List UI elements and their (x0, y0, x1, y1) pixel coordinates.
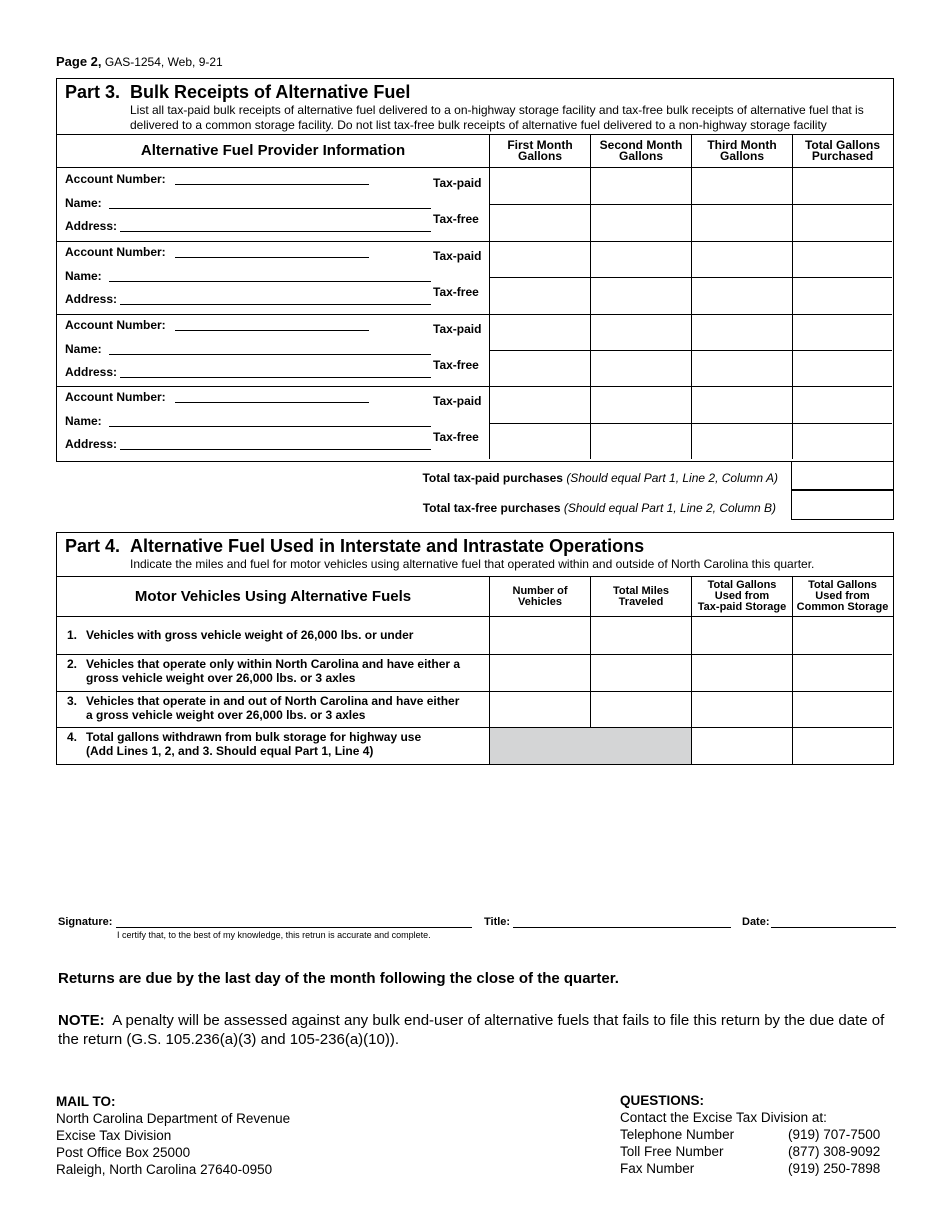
block-divider (57, 386, 892, 387)
name-label: Name: (65, 196, 102, 210)
part3-section (56, 78, 894, 462)
name-field[interactable] (109, 208, 431, 209)
due-notice: Returns are due by the last day of the month following the close of the quarter. (58, 970, 619, 987)
tax-paid-label: Tax-paid (433, 176, 482, 190)
gallons-cell[interactable] (794, 243, 891, 276)
gallons-cell[interactable] (693, 316, 791, 349)
address-label: Address: (65, 437, 118, 452)
account-number-field[interactable] (175, 184, 369, 185)
col-first-month (489, 135, 590, 167)
row-divider (57, 727, 892, 728)
title-label: Title: (484, 916, 511, 928)
mail-line: Raleigh, North Carolina 27640-0950 (56, 1162, 273, 1177)
row-number: 1. (67, 628, 78, 642)
gallons-cell[interactable] (794, 388, 891, 421)
mail-line: North Carolina Department of Revenue (56, 1111, 291, 1126)
gallons-cell[interactable] (592, 206, 690, 239)
row-number: 2. (67, 656, 78, 671)
gallons-cell[interactable] (693, 388, 791, 421)
cell-divider (489, 350, 892, 351)
mail-to-block (56, 1093, 290, 1178)
penalty-note (58, 1011, 903, 1049)
total-tax-paid-label (300, 471, 778, 485)
total-tax-free-label (300, 501, 776, 515)
row-description: Vehicles that operate in and out of North Carolina and have either a gross vehicle weight over 26,000 lbs. or 3 axles (86, 693, 460, 722)
name-field[interactable] (109, 426, 431, 427)
signature-label: Signature: (58, 916, 113, 928)
cell-divider (489, 423, 892, 424)
row-divider (57, 691, 892, 692)
block-divider (57, 314, 892, 315)
vehicle-data-cell[interactable] (693, 693, 791, 727)
row-description: Total gallons withdrawn from bulk storage for highway use (Add Lines 1, 2, and 3. Should equal Part 1, Line 4) (86, 730, 422, 759)
gallons-cell[interactable] (491, 170, 589, 203)
col-third-month-label: Third Month Gallons (707, 138, 777, 163)
gallons-cell[interactable] (794, 170, 891, 203)
name-label: Name: (65, 341, 102, 356)
account-number-field[interactable] (175, 330, 369, 331)
account-number-label: Account Number: (65, 172, 166, 186)
gallons-cell[interactable] (592, 388, 690, 421)
address-field[interactable] (120, 449, 431, 450)
address-label: Address: (65, 364, 118, 379)
col-gallons-common-label: Total Gallons Used from Common Storage (796, 579, 889, 613)
part4-description: Indicate the miles and fuel for motor vehicles using alternative fuel that operated within and outside of North Carolina this quarter. (130, 557, 815, 571)
gallons-cell[interactable] (693, 425, 791, 458)
shaded-cell (490, 728, 691, 764)
block-divider (57, 241, 892, 242)
tax-free-label: Tax-free (433, 357, 479, 372)
gallons-cell[interactable] (592, 316, 690, 349)
gallons-cell[interactable] (693, 206, 791, 239)
address-field[interactable] (120, 304, 431, 305)
vehicle-data-cell[interactable] (491, 693, 589, 727)
gallons-cell[interactable] (794, 425, 891, 458)
provider-info-header: Alternative Fuel Provider Information (140, 142, 406, 159)
col-number-vehicles-label: Number of Vehicles (512, 584, 568, 608)
gallons-cell[interactable] (592, 425, 690, 458)
gallons-cell[interactable] (592, 170, 690, 203)
vehicle-data-cell[interactable] (794, 693, 891, 727)
note-text: A penalty will be assessed against any bulk end-user of alternative fuels that fails to file this return by the due date of the return (G.S. 105.236(a)(3) and 105-236(a)(10)). (58, 1012, 885, 1048)
part3-description: List all tax-paid bulk receipts of alternative fuel delivered to a on-highway storage facility and tax-free bulk receipts of alternative fuel that is delivered to a common storage facility. Do not list tax-free bulk receipts of alternative fuel delivered to a non-highway storage facility (130, 103, 864, 132)
account-number-label: Account Number: (65, 244, 166, 259)
name-field[interactable] (109, 281, 431, 282)
gallons-cell[interactable] (592, 243, 690, 276)
cell-divider (489, 204, 892, 205)
col-gallons-common (792, 577, 892, 616)
tax-paid-label: Tax-paid (433, 248, 482, 263)
row-number: 3. (67, 693, 78, 708)
total-tax-paid-text: Total tax-paid purchases (422, 471, 563, 485)
part3-label: Part 3. (65, 82, 121, 102)
gallons-cell[interactable] (491, 243, 589, 276)
account-number-field[interactable] (175, 402, 369, 403)
vehicle-data-cell[interactable] (794, 619, 891, 653)
total-tax-free-text: Total tax-free purchases (422, 501, 561, 515)
name-field[interactable] (109, 354, 431, 355)
part4-column-headers (57, 577, 893, 617)
total-tax-free-note: (Should equal Part 1, Line 2, Column B) (563, 501, 776, 515)
gallons-cell[interactable] (693, 352, 791, 385)
gallons-cell[interactable] (491, 206, 589, 239)
date-field[interactable] (771, 927, 896, 928)
col-gallons-taxpaid (691, 577, 792, 616)
col-number-vehicles (489, 577, 590, 616)
part3-body (57, 168, 893, 459)
col-first-month-label: First Month Gallons (507, 138, 573, 163)
gallons-cell[interactable] (491, 316, 589, 349)
row-description: Vehicles that operate only within North Carolina and have either a gross vehicle weight over 26,000 lbs. or 3 axles (86, 656, 461, 685)
vehicle-data-cell[interactable] (592, 619, 690, 653)
tax-free-label: Tax-free (433, 212, 479, 226)
contact-label: Telephone Number (620, 1127, 735, 1142)
gallons-cell[interactable] (693, 279, 791, 312)
part3-column-headers (57, 135, 893, 168)
note-label: NOTE: (58, 1012, 105, 1029)
tax-free-label: Tax-free (433, 430, 479, 445)
account-number-label: Account Number: (65, 317, 166, 332)
gallons-cell[interactable] (794, 279, 891, 312)
col-total-purchased (792, 135, 892, 167)
col-total-miles-label: Total Miles Traveled (612, 584, 670, 608)
mail-line: Post Office Box 25000 (56, 1145, 191, 1160)
total-tax-paid-cell[interactable] (791, 461, 894, 491)
form-id: GAS-1254, Web, 9-21 (104, 55, 223, 69)
contact-label: Toll Free Number (620, 1144, 724, 1159)
part4-title: Alternative Fuel Used in Interstate and Intrastate Operations (130, 536, 645, 556)
tax-paid-label: Tax-paid (433, 394, 482, 409)
mail-to-heading: MAIL TO: (56, 1094, 116, 1109)
motor-vehicles-header: Motor Vehicles Using Alternative Fuels (134, 588, 412, 605)
questions-block (620, 1092, 881, 1177)
address-field[interactable] (120, 377, 431, 378)
gallons-cell[interactable] (491, 352, 589, 385)
col-total-miles (590, 577, 691, 616)
vehicle-data-cell[interactable] (491, 619, 589, 653)
contact-value: (919) 250-7898 (788, 1161, 881, 1176)
account-number-label: Account Number: (65, 390, 166, 405)
col-total-purchased-label: Total Gallons Purchased (804, 138, 881, 163)
part3-title: Bulk Receipts of Alternative Fuel (130, 82, 411, 102)
row-description: Vehicles with gross vehicle weight of 26,000 lbs. or under (86, 628, 414, 642)
page-number: Page 2, (56, 54, 102, 69)
signature-field[interactable] (116, 927, 472, 928)
date-label: Date: (742, 916, 770, 928)
tax-free-label: Tax-free (433, 284, 479, 299)
vehicle-data-cell[interactable] (794, 656, 891, 690)
contact-row (620, 1143, 881, 1160)
certify-statement: I certify that, to the best of my knowledge, this retrun is accurate and complete. (117, 930, 431, 940)
contact-row (620, 1160, 881, 1177)
address-label: Address: (65, 219, 118, 233)
part4-header (57, 533, 893, 577)
gallons-cell[interactable] (592, 352, 690, 385)
vehicle-data-cell[interactable] (794, 729, 891, 763)
gallons-cell[interactable] (491, 279, 589, 312)
contact-row (620, 1126, 881, 1143)
col-second-month (590, 135, 691, 167)
questions-intro: Contact the Excise Tax Division at: (620, 1110, 827, 1125)
tax-paid-label: Tax-paid (433, 321, 482, 336)
gallons-cell[interactable] (794, 316, 891, 349)
total-tax-free-cell[interactable] (791, 489, 894, 520)
vehicle-data-cell[interactable] (592, 656, 690, 690)
address-label: Address: (65, 291, 118, 306)
address-field[interactable] (120, 231, 431, 232)
col-second-month-label: Second Month Gallons (599, 138, 683, 163)
contact-value: (919) 707-7500 (788, 1127, 881, 1142)
gallons-cell[interactable] (592, 279, 690, 312)
name-label: Name: (65, 414, 102, 429)
row-divider (57, 654, 892, 655)
mail-line: Excise Tax Division (56, 1128, 172, 1143)
row-number: 4. (67, 730, 78, 745)
part4-section (56, 532, 894, 765)
gallons-cell[interactable] (491, 388, 589, 421)
name-label: Name: (65, 268, 102, 283)
title-field[interactable] (513, 927, 731, 928)
col-gallons-taxpaid-label: Total Gallons Used from Tax-paid Storage (697, 579, 787, 613)
grid-vline (590, 617, 591, 727)
vehicle-data-cell[interactable] (693, 656, 791, 690)
gallons-cell[interactable] (491, 425, 589, 458)
account-number-field[interactable] (175, 257, 369, 258)
vehicle-data-cell[interactable] (693, 729, 791, 763)
gallons-cell[interactable] (693, 243, 791, 276)
part3-header (57, 79, 893, 135)
contact-label: Fax Number (620, 1161, 695, 1176)
questions-heading: QUESTIONS: (620, 1093, 705, 1108)
part4-label: Part 4. (65, 536, 121, 556)
gallons-cell[interactable] (794, 352, 891, 385)
part4-body (57, 617, 893, 764)
vehicle-data-cell[interactable] (491, 656, 589, 690)
page-header (56, 54, 223, 69)
gallons-cell[interactable] (794, 206, 891, 239)
contact-value: (877) 308-9092 (788, 1144, 881, 1159)
vehicle-data-cell[interactable] (693, 619, 791, 653)
cell-divider (489, 277, 892, 278)
gallons-cell[interactable] (693, 170, 791, 203)
total-tax-paid-note: (Should equal Part 1, Line 2, Column A) (566, 471, 778, 485)
col-third-month (691, 135, 792, 167)
vehicle-data-cell[interactable] (592, 693, 690, 727)
